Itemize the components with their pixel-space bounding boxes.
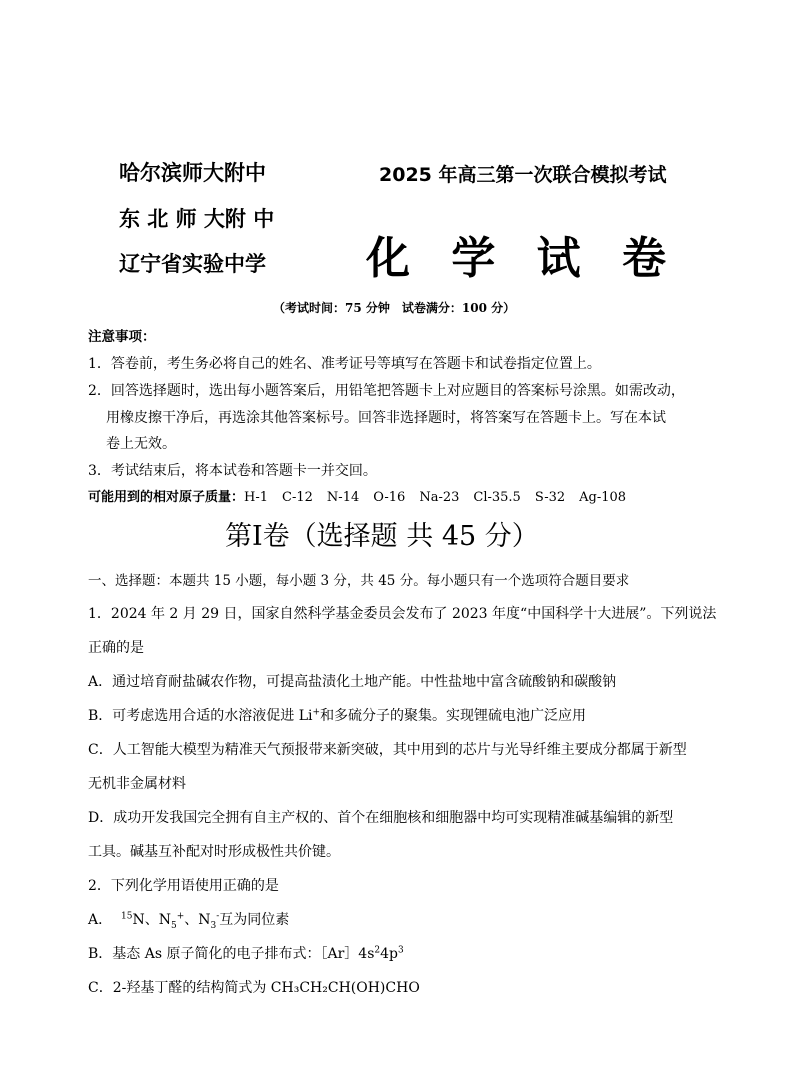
question-1-option-a: A．通过培育耐盐碱农作物，可提高盐渍化土地产能。中性盐地中富含硫酸钠和碳酸钠 (88, 674, 617, 690)
atomic-mass: H-1 (244, 490, 269, 505)
exam-meta: （考试时间：75 分钟 试卷满分：100 分） (273, 301, 516, 315)
question-1-stem: 1．2024 年 2 月 29 日，国家自然科学基金委员会发布了 2023 年度“中国科学十大进展”。下列说法 (88, 606, 717, 622)
atomic-mass: Ag-108 (579, 490, 627, 505)
question-1-stem-cont: 正确的是 (88, 640, 144, 656)
note-line: 3．考试结束后，将本试卷和答题卡一并交回。 (88, 463, 377, 479)
subject-char: 试 (536, 233, 581, 284)
option-text: N、N (132, 912, 171, 928)
subscript: 3 (210, 920, 217, 931)
atomic-mass: N-14 (326, 490, 360, 505)
atomic-masses (88, 486, 626, 505)
superscript: + (312, 707, 321, 718)
superscript: 15 (121, 911, 133, 922)
question-1-option-c-cont: 无机非金属材料 (88, 776, 186, 792)
question-1-option-d: D．成功开发我国完全拥有自主产权的、首个在细胞核和细胞器中均可实现精准碱基编辑的新型 (88, 810, 674, 826)
subscript: 5 (170, 920, 177, 931)
note-line: 2．回答选择题时，选出每小题答案后，用铅笔把答题卡上对应题目的答案标号涂黑。如需改动， (88, 383, 685, 399)
superscript: + (176, 911, 185, 922)
school-name-3: 辽宁省实验中学 (119, 252, 266, 276)
subject-char: 学 (451, 233, 496, 284)
question-1-option-c: C．人工智能大模型为精准天气预报带来新突破，其中用到的芯片与光导纤维主要成分都属于新型 (88, 742, 687, 758)
subject-char: 化 (366, 233, 410, 284)
subject-title (366, 222, 666, 286)
note-line: 用橡皮擦干净后，再选涂其他答案标号。回答非选择题时，将答案写在答题卡上。写在本试 (106, 410, 666, 426)
atomic-mass: C-12 (282, 490, 313, 505)
subject-char: 卷 (621, 233, 666, 284)
note-line: 1．答卷前，考生务必将自己的姓名、准考证号等填写在答题卡和试卷指定位置上。 (88, 356, 601, 372)
superscript: 3 (398, 945, 404, 956)
atomic-mass: S-32 (534, 490, 566, 505)
question-1-option-b (88, 705, 586, 725)
option-text: 和多硫分子的聚集。实现锂硫电池广泛应用 (320, 708, 587, 724)
atomic-mass: O-16 (373, 490, 406, 505)
option-label: A． (88, 912, 113, 928)
question-2-option-a (88, 909, 289, 929)
atomic-mass: Na-23 (419, 490, 460, 505)
section-instruction: 一、选择题：本题共 15 小题，每小题 3 分，共 45 分。每小题只有一个选项符合题目要求 (88, 573, 630, 589)
atomic-mass: Cl-35.5 (473, 490, 521, 505)
option-text: 互为同位素 (219, 912, 290, 928)
option-text: B．基态 As 原子简化的电子排布式：［Ar］4s (88, 946, 375, 962)
question-2-stem: 2．下列化学用语使用正确的是 (88, 878, 279, 894)
option-text: 4p (380, 946, 398, 962)
atomic-masses-label: 可能用到的相对原子质量： (88, 490, 245, 505)
section-heading: 第I卷（选择题 共 45 分） (225, 521, 539, 552)
notes-title: 注意事项： (88, 329, 156, 345)
school-name-2: 东 北 师 大附 中 (119, 207, 275, 231)
superscript: 2 (374, 945, 381, 956)
option-text: B．可考虑选用合适的水溶液促进 Li (88, 708, 313, 724)
note-line: 卷上无效。 (106, 436, 176, 452)
school-name-1: 哈尔滨师大附中 (119, 161, 266, 185)
question-2-option-b (88, 943, 404, 963)
question-2-option-c: C．2-羟基丁醛的结构简式为 CH₃CH₂CH(OH)CHO (88, 980, 420, 996)
question-1-option-d-cont: 工具。碱基互补配对时形成极性共价键。 (88, 844, 340, 860)
exam-name: 2025 年高三第一次联合模拟考试 (379, 164, 667, 186)
superscript: - (216, 911, 220, 922)
option-text: 、N (184, 912, 211, 928)
